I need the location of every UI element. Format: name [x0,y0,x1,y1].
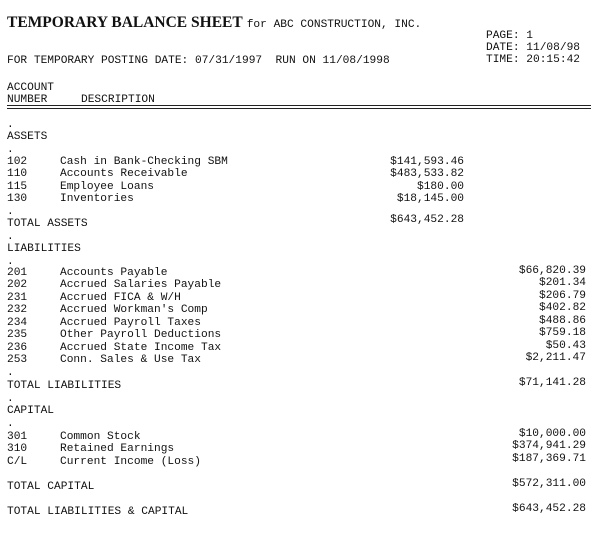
account-amount: $483,533.82 [390,168,464,180]
account-amount: $141,593.46 [390,156,464,168]
posting-line: FOR TEMPORARY POSTING DATE: 07/31/1997 RUN ON 11/08/1998 [7,55,390,67]
column-header-description: DESCRIPTION [81,94,155,106]
account-description: Accrued Payroll Taxes [60,317,201,329]
account-description: Retained Earnings [60,443,175,455]
section-dot: . [7,144,14,156]
account-number: 234 [7,317,28,329]
account-description: Current Income (Loss) [60,456,201,468]
account-description: Conn. Sales & Use Tax [60,354,201,366]
section-dot: . [7,418,14,430]
account-description: Inventories [60,193,134,205]
account-number: 310 [7,443,28,455]
section-dot: . [7,367,14,379]
account-description: Common Stock [60,431,141,443]
account-number: 102 [7,156,28,168]
section-heading-assets: ASSETS [7,131,48,143]
account-number: 253 [7,354,28,366]
account-amount: $759.18 [539,327,586,339]
account-amount: $50.43 [545,340,586,352]
total-liabilities-capital-label: TOTAL LIABILITIES & CAPITAL [7,506,189,518]
section-heading-liabilities: LIABILITIES [7,243,81,255]
account-description: Accrued Salaries Payable [60,279,222,291]
report-title-bold: TEMPORARY BALANCE SHEET [7,14,243,31]
report-title-company: for ABC CONSTRUCTION, INC. [246,19,422,31]
account-amount: $187,369.71 [512,453,586,465]
account-description: Accounts Payable [60,267,168,279]
account-description: Accounts Receivable [60,168,188,180]
total-assets-amount: $643,452.28 [390,214,464,226]
section-dot: . [7,206,14,218]
account-description: Cash in Bank-Checking SBM [60,156,228,168]
account-amount: $2,211.47 [525,352,586,364]
account-number: 115 [7,181,28,193]
account-number: 110 [7,168,28,180]
account-number: 235 [7,329,28,341]
total-liabilities-label: TOTAL LIABILITIES [7,380,122,392]
section-dot: . [7,231,14,243]
page-number: PAGE: 1 [486,30,533,42]
report-date: DATE: 11/08/98 [486,42,580,54]
total-capital-label: TOTAL CAPITAL [7,481,95,493]
total-capital-amount: $572,311.00 [512,478,586,490]
account-description: Employee Loans [60,181,154,193]
section-dot: . [7,119,14,131]
section-dot: . [7,256,14,268]
account-number: 201 [7,267,28,279]
account-amount: $10,000.00 [518,428,586,440]
account-amount: $374,941.29 [512,440,586,452]
report-title [7,14,421,32]
account-description: Other Payroll Deductions [60,329,222,341]
report-time: TIME: 20:15:42 [486,54,580,66]
account-amount: $402.82 [539,302,586,314]
account-number: 202 [7,279,28,291]
section-dot: . [7,393,14,405]
account-amount: $66,820.39 [518,265,586,277]
total-liabilities-capital-amount: $643,452.28 [512,503,586,515]
account-number: 236 [7,342,28,354]
account-number: 301 [7,431,28,443]
account-amount: $206.79 [539,290,586,302]
total-assets-label: TOTAL ASSETS [7,218,88,230]
account-number: 231 [7,292,28,304]
account-description: Accrued FICA & W/H [60,292,181,304]
account-amount: $18,145.00 [396,193,464,205]
account-amount: $180.00 [417,181,464,193]
account-amount: $488.86 [539,315,586,327]
account-description: Accrued Workman's Comp [60,304,208,316]
column-header-account-1: ACCOUNT [7,82,54,94]
account-number: C/L [7,456,28,468]
column-header-account-2: NUMBER [7,94,48,106]
account-description: Accrued State Income Tax [60,342,222,354]
total-liabilities-amount: $71,141.28 [518,377,586,389]
account-number: 130 [7,193,28,205]
account-number: 232 [7,304,28,316]
header-double-rule [7,105,591,111]
account-amount: $201.34 [539,277,586,289]
section-heading-capital: CAPITAL [7,405,54,417]
